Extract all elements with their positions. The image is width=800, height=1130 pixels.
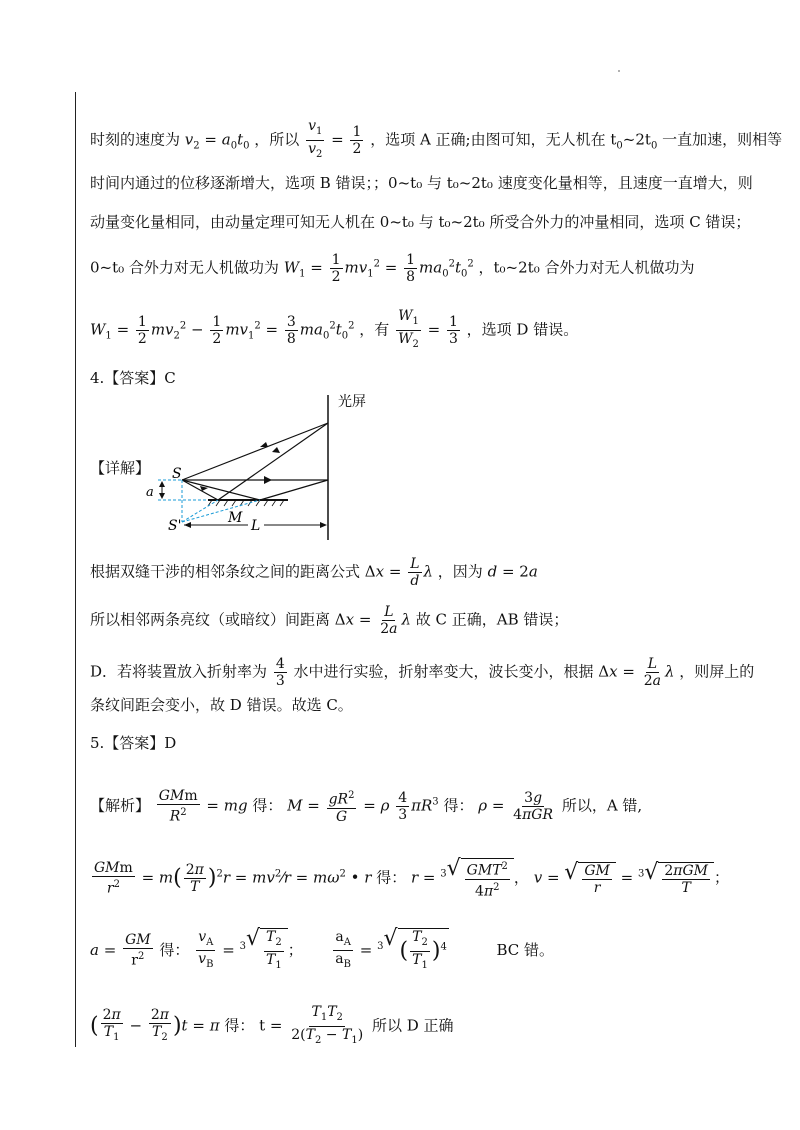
text-line-q4-1: 根据双缝干涉的相邻条纹之间的距离公式 Δx = $\frac{L}{d}$ λ ，因为 d = 2a <box>90 556 538 589</box>
fraction: $\frac{\text{GMm}}{r^2}$ <box>94 860 133 897</box>
lloyd-mirror-diagram <box>140 390 380 550</box>
ray <box>182 423 328 480</box>
text: 得： <box>376 868 407 887</box>
margin-line <box>75 92 76 1047</box>
ray <box>218 423 328 500</box>
text: ，选项 A 正确;由图可知，无人机在 t <box>370 130 617 149</box>
text: 得： <box>252 796 283 815</box>
dimension-a-label: a <box>146 485 154 500</box>
text-line-2: 时间内通过的位移逐渐增大，选项 B 错误；；0~t₀ 与 t₀~2t₀ 速度变化量相等，且速度一直增大，则 <box>90 174 753 192</box>
fraction: $\frac{gR^2}{G}$ <box>328 790 355 825</box>
fraction: $\frac{W_1}{W_2}$ <box>398 308 419 350</box>
dashed-line <box>182 500 218 522</box>
arrowhead <box>272 447 280 453</box>
text-line-q4-3: D．若将装置放入折射率为 $\frac{4}{3}$ 水中进行实验，折射率变大，波长变小，根据 Δx = $\frac{L}{2a}$ λ ，则屏上的 <box>90 656 755 689</box>
text-line-q4-2: 所以相邻两条亮纹（或暗纹）间距离 Δx = $\frac{L}{2a}$ λ 故 C 正确，AB 错误； <box>90 604 569 637</box>
fraction: $\frac{a_A}{a_B}$ <box>335 928 352 971</box>
fraction: $\frac{4}{3}$ <box>275 656 285 689</box>
answer-5-heading: 5.【答案】D <box>90 734 177 752</box>
arrowhead <box>260 442 268 447</box>
detail-label: 【详解】 <box>90 459 151 477</box>
fraction: $\frac{v_A}{v_B}$ <box>198 928 214 971</box>
screen-label: 光屏 <box>338 394 366 410</box>
text-line-4: 0~t₀ 合外力对无人机做功为 $W_1$ = $\frac{1}{2}$ $mv_1^2$ = $\frac{1}{8}$ $ma_0^2t_0^2$ ，t₀~2t₀ 合外力对无人机做功为 <box>90 252 695 285</box>
fraction: $\frac{L}{2a}$ <box>643 656 661 689</box>
fraction: $\frac{L}{d}$ <box>410 556 420 589</box>
square-root: √ $\frac{GM}{r}$ <box>564 862 616 896</box>
text: D．若将装置放入折射率为 <box>90 662 268 681</box>
fraction: $\frac{1}{2}$ <box>137 313 147 347</box>
fraction: $\frac{1}{2}$ <box>352 123 362 157</box>
text: 所以 D 正确 <box>371 1016 454 1035</box>
text-line-5: $W_1$ = $\frac{1}{2}$ $mv_2^2$ − $\frac{1}{2}$ $mv_1^2$ = $\frac{3}{8}$ $ma_0^2t_0^2$ ，有 $\frac{W_1}{W_2}$ = $\frac{1}{3}$ ，选项 D 错误。 <box>90 308 578 353</box>
text-line-q4-4: 条纹间距会变小，故 D 错误。故选 C。 <box>90 696 353 714</box>
fraction: $\frac{2\pi}{T_1}$ <box>102 1006 121 1043</box>
text: 【解析】 <box>90 796 151 815</box>
ray <box>260 480 328 500</box>
dimension-l-label: L <box>251 518 261 534</box>
fraction: $\frac{v_1}{v_2}$ <box>308 118 323 160</box>
text: ，则屏上的 <box>679 662 755 681</box>
cube-root: √ ( $\frac{T_2}{T_1}$ )$^4$ <box>384 928 449 974</box>
text: 一直加速，则相等 <box>657 130 783 149</box>
speck <box>618 70 620 72</box>
text: ，因为 <box>437 562 483 581</box>
ray <box>182 480 218 500</box>
text-line-q5-1: 【解析】 $\frac{\text{GMm}}{R^2}$ = mg 得： M = $\frac{gR^2}{G}$ = ρ $\frac{4}{3}$ $\pi R^3$ 得： ρ = $\frac{3g}{\text{4πGR}}$ 所以，A 错, <box>90 788 643 825</box>
fraction: $\frac{1}{2}$ <box>331 252 341 285</box>
answer-4-heading: 4.【答案】C <box>90 369 176 387</box>
text: 所以相邻两条亮纹（或暗纹）间距离 <box>90 610 331 629</box>
text: ，有 <box>359 320 390 339</box>
text: 水中进行实验，折射率变大，波长变小，根据 <box>293 662 594 681</box>
fraction: $\frac{4}{3}$ <box>398 789 408 823</box>
text-line-q5-3: a = $\frac{GM}{r^2}$ 得： $\frac{v_A}{v_B}$ = $^3$ √ $\frac{T_2}{T_1}$ ； $\frac{a_A}{a_B}$ = $^3$ √ ( $\frac{T_2}{T_1}$ )$^4$ BC 错。 <box>90 928 554 974</box>
text-line-q5-2: $\frac{\text{GMm}}{r^2}$ = m( $\frac{2\pi}{T}$ )$^2r = mv^2⁄r = m\omega^2$ • r 得： r = $^3$ √ $\frac{GMT^2}{4\pi^2}$ ， v = √ $\frac{GM}{r}$ = $^3$ √ $\frac{\text{2πGM}}{T}$ ； <box>94 856 730 900</box>
text: 得： <box>159 940 190 959</box>
text-line-3: 动量变化量相同，由动量定理可知无人机在 0~t₀ 与 t₀~2t₀ 所受合外力的冲量相同，选项 C 错误； <box>90 213 751 231</box>
fraction: $\frac{1}{2}$ <box>212 313 222 347</box>
fraction: $\frac{3}{8}$ <box>286 313 296 347</box>
fraction: $\frac{3g}{\text{4πGR}}$ <box>513 789 554 823</box>
arrowhead <box>264 476 272 484</box>
text: ，选项 D 错误。 <box>466 320 579 339</box>
text-line-q5-4: ( $\frac{2\pi}{T_1}$ − $\frac{2\pi}{T_2}$ )t = π 得： t = $\frac{T_1T_2}{2(T_2 - T_1)}$ 所以 D 正确 <box>90 1004 454 1049</box>
cube-root: √ $\frac{\text{2πGM}}{T}$ <box>644 862 714 896</box>
text: 所以，A 错, <box>561 796 643 815</box>
fraction: $\frac{2\pi}{T}$ <box>185 862 204 896</box>
text: ，所以 <box>254 130 300 149</box>
text: 得： <box>224 1016 255 1035</box>
ray <box>182 480 260 500</box>
text: ~2t <box>622 130 651 149</box>
text: 0~t₀ 合外力对无人机做功为 <box>90 258 279 277</box>
fraction: $\frac{GM}{r^2}$ <box>125 932 151 970</box>
text: 根据双缝干涉的相邻条纹之间的距离公式 <box>90 562 361 581</box>
fraction: $\frac{\text{GMm}}{R^2}$ <box>158 788 198 825</box>
dashed-line <box>182 500 260 522</box>
text-line-1: 时刻的速度为 $v_2 = a_0t_0$ ，所以 $\frac{v_1}{v_2}$ = $\frac{1}{2}$ ，选项 A 正确;由图可知，无人机在 $t_0\sim 2t_0$ 一直加速，则相等 <box>90 118 782 163</box>
fraction: $\frac{1}{3}$ <box>448 313 458 347</box>
cube-root: √ $\frac{GMT^2}{4\pi^2}$ <box>447 858 514 899</box>
text: 时刻的速度为 <box>90 130 181 149</box>
mirror-label: M <box>228 510 243 526</box>
fraction: $\frac{1}{8}$ <box>406 252 416 285</box>
text: ，t₀~2t₀ 合外力对无人机做功为 <box>478 258 695 277</box>
image-source-label: S' <box>168 518 182 534</box>
cube-root: √ $\frac{T_2}{T_1}$ <box>246 928 288 974</box>
source-label: S <box>172 466 182 482</box>
text: BC 错。 <box>496 940 555 959</box>
text: 得： <box>443 796 474 815</box>
fraction: $\frac{T_1T_2}{2(T_2 - T_1)}$ <box>291 1004 364 1046</box>
fraction: $\frac{L}{2a}$ <box>380 604 398 637</box>
text: 故 C 正确，AB 错误； <box>415 610 569 629</box>
fraction: $\frac{2\pi}{T_2}$ <box>150 1006 169 1043</box>
